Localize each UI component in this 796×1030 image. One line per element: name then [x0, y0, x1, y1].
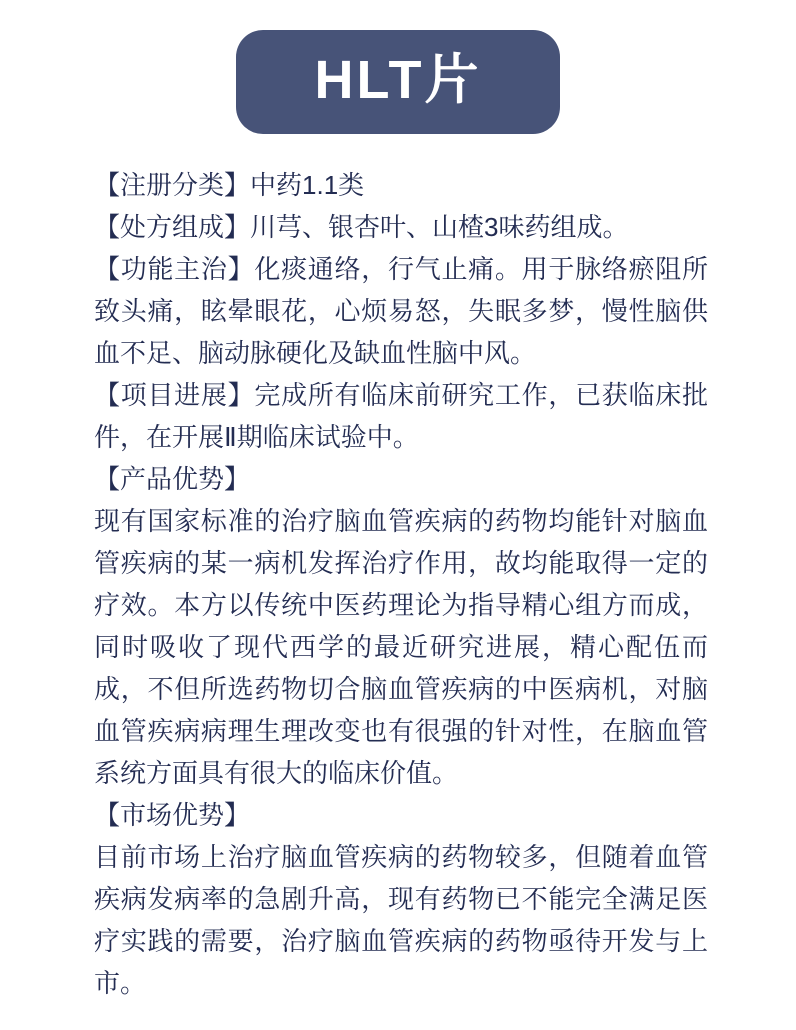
section-registration-class: [94, 164, 708, 206]
section-text: 川芎、银杏叶、山楂3味药组成。: [250, 212, 629, 242]
section-label: 【处方组成】: [94, 212, 251, 242]
product-title: HLT片: [314, 50, 482, 110]
section-product-advantage-label: [94, 458, 708, 500]
section-text: 完成所有临床前研究工作，已获临床批件，在开展Ⅱ期临床试验中。: [94, 380, 708, 452]
product-info-body: [94, 164, 708, 1004]
section-indications: [94, 248, 708, 374]
section-label: 【市场优势】: [94, 800, 251, 830]
section-text: 化痰通络，行气止痛。用于脉络瘀阻所致头痛，眩晕眼花，心烦易怒，失眠多梦，慢性脑供血不足、脑动脉硬化及缺血性脑中风。: [94, 254, 708, 368]
section-product-advantage-text: 现有国家标准的治疗脑血管疾病的药物均能针对脑血管疾病的某一病机发挥治疗作用，故均能取得一定的疗效。本方以传统中医药理论为指导精心组方而成，同时吸收了现代西学的最近研究进展，精心配伍而成，不但所选药物切合脑血管疾病的中医病机，对脑血管疾病病理生理改变也有很强的针对性，在脑血管系统方面具有很大的临床价值。: [94, 506, 708, 788]
section-prescription-composition: [94, 206, 708, 248]
section-market-advantage-label: [94, 794, 708, 836]
section-market-advantage-text: 目前市场上治疗脑血管疾病的药物较多，但随着血管疾病发病率的急剧升高，现有药物已不能完全满足医疗实践的需要，治疗脑血管疾病的药物亟待开发与上市。: [94, 842, 708, 998]
section-label: 【注册分类】: [94, 170, 251, 200]
product-title-banner: [236, 30, 560, 134]
section-project-progress: [94, 374, 708, 458]
section-label: 【项目进展】: [94, 380, 255, 410]
section-label: 【功能主治】: [94, 254, 255, 284]
section-label: 【产品优势】: [94, 464, 251, 494]
section-text: 中药1.1类: [250, 170, 365, 200]
